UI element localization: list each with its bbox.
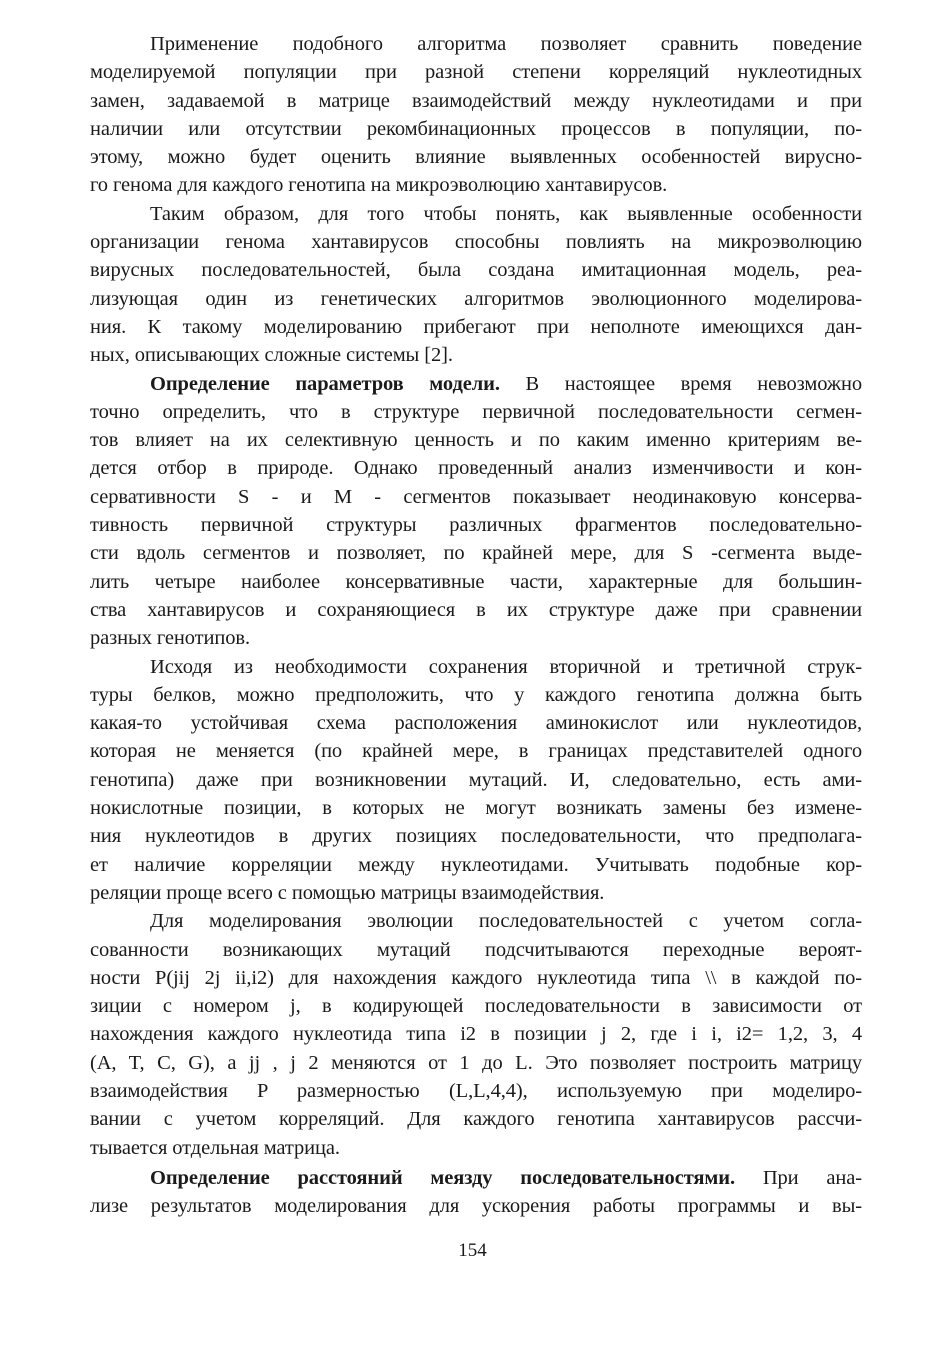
text-line: Для моделирования эволюции последовательностей с учетом согла-: [150, 910, 862, 933]
text-line: моделируемой популяции при разной степени корреляций нуклеотидных: [90, 61, 862, 84]
text-line: генотипа) даже при возникновении мутаций. И, следовательно, есть ами-: [90, 768, 862, 791]
text-line: какая-то устойчивая схема расположения аминокислот или нуклеотидов,: [90, 712, 862, 735]
text-line: сервативности S - и М - сегментов показывает неодинаковую консерва-: [90, 485, 862, 508]
text-line: ности P(jij 2j ii,i2) для нахождения каждого нуклеотида типа \\ в каждой по-: [90, 966, 862, 989]
text-line: зиции с номером j, в кодирующей последовательности в зависимости от: [90, 995, 862, 1018]
text-line: нокислотные позиции, в которых не могут возникать замены без измене-: [90, 797, 862, 820]
paragraph: [90, 653, 862, 908]
text-line: лизе результатов моделирования для ускорения работы программы и вы-: [90, 1195, 862, 1218]
text-line: ния нуклеотидов в других позициях последовательности, что предполага-: [90, 825, 862, 848]
text-line: точно определить, что в структуре первичной последовательности сегмен-: [90, 400, 862, 423]
text-line: ет наличие корреляции между нуклеотидами. Учитывать подобные кор-: [90, 853, 862, 876]
text-line: [90, 1164, 862, 1192]
text-line: ния. К такому моделированию прибегают при неполноте имеющихся дан-: [90, 315, 862, 338]
text-line: тов влияет на их селективную ценность и по каким именно критериям ве-: [90, 429, 862, 452]
text-line: (A, T, C, G), a jj , j 2 меняются от 1 до L. Это позволяет построить матрицу: [90, 1051, 862, 1074]
text-line: разных генотипов.: [90, 627, 251, 650]
text-line: сованности возникающих мутаций подсчитываются переходные вероят-: [90, 938, 862, 961]
text-line: наличии или отсутствии рекомбинационных процессов в популяции, по-: [90, 117, 862, 140]
text-line: лизующая один из генетических алгоритмов эволюционного моделирова-: [90, 287, 862, 310]
text-line: лить четыре наиболее консервативные части, характерные для большин-: [90, 570, 862, 593]
text-line: реляции проще всего с помощью матрицы взаимодействия.: [90, 881, 605, 904]
text-line: организации генома хантавирусов способны повлиять на микроэволюцию: [90, 231, 862, 254]
text-line: Таким образом, для того чтобы понять, как выявленные особенности: [150, 202, 862, 225]
text-line: го генома для каждого генотипа на микроэволюцию хантавирусов.: [90, 174, 668, 197]
paragraph: [90, 370, 862, 653]
text-line: тивность первичной структуры различных фрагментов последовательно-: [90, 514, 862, 537]
paragraph: [90, 1164, 862, 1221]
paragraph: [90, 200, 862, 370]
text-line: ства хантавирусов и сохраняющиеся в их структуре даже при сравнении: [90, 598, 862, 621]
page-body: [90, 30, 862, 1220]
text-line: тывается отдельная матрица.: [90, 1136, 340, 1159]
text-run: При ана-: [735, 1166, 862, 1189]
text-run: В настоящее время невозможно: [499, 372, 862, 395]
text-line: туры белков, можно предположить, что у каждого генотипа должна быть: [90, 683, 862, 706]
text-line: ных, описывающих сложные системы [2].: [90, 344, 453, 367]
text-line: этому, можно будет оценить влияние выявленных особенностей вирусно-: [90, 146, 862, 169]
text-line: которая не меняется (по крайней мере, в границах представителей одного: [90, 740, 862, 763]
text-line: вирусных последовательностей, была создана имитационная модель, реа-: [90, 259, 862, 282]
text-line: взаимодействия P размерностью (L,L,4,4), используемую при моделиро-: [90, 1079, 862, 1102]
text-line: Применение подобного алгоритма позволяет сравнить поведение: [150, 33, 862, 55]
section-heading: Определение расстояний меязду последовательностями.: [150, 1166, 735, 1189]
paragraph: [90, 907, 862, 1162]
paragraph: [90, 30, 862, 200]
text-line: замен, задаваемой в матрице взаимодействий между нуклеотидами и при: [90, 89, 862, 112]
text-line: вании с учетом корреляций. Для каждого генотипа хантавирусов рассчи-: [90, 1108, 862, 1131]
page-number: 154: [458, 1240, 487, 1261]
text-line: [90, 370, 862, 398]
text-line: нахождения каждого нуклеотида типа i2 в позиции j 2, где i i, i2= 1,2, 3, 4: [90, 1023, 862, 1046]
section-heading: Определение параметров модели.: [150, 372, 500, 395]
text-line: сти вдоль сегментов и позволяет, по крайней мере, для S -сегмента выде-: [90, 542, 862, 565]
text-line: Исходя из необходимости сохранения вторичной и третичной струк-: [150, 655, 862, 678]
text-line: дется отбор в природе. Однако проведенный анализ изменчивости и кон-: [90, 457, 862, 480]
